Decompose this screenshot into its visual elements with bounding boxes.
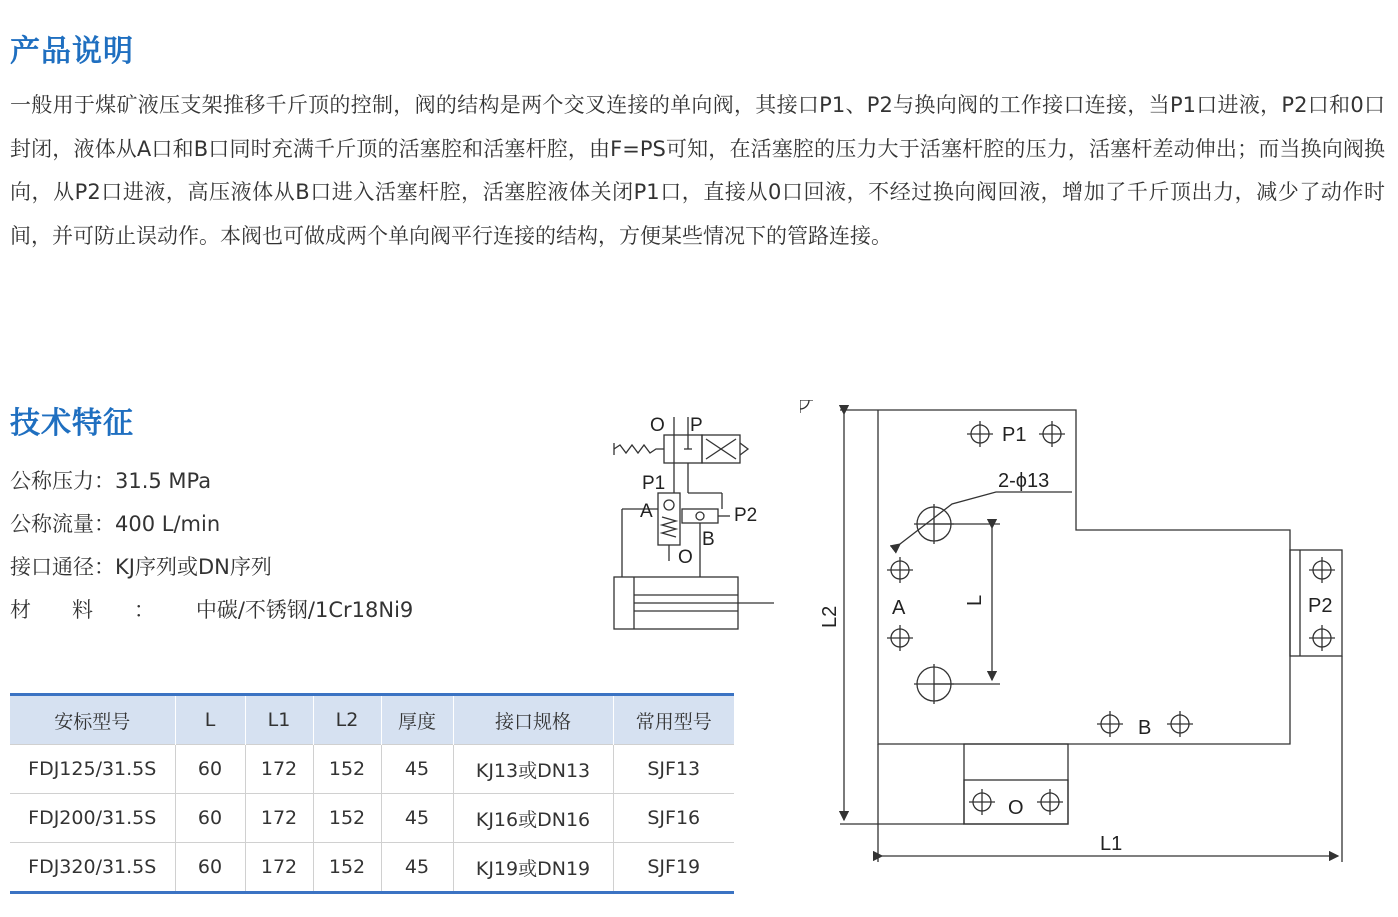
feature-label: 公称压力： [10,469,115,493]
drawing-label-l1: L1 [1100,833,1123,855]
schematic-label-o2: O [678,547,693,568]
drawing-label-b: B [1138,717,1152,739]
header-l2: L2 [313,695,381,745]
tech-features-heading: 技术特征 [10,406,134,441]
table-cell: 60 [175,745,245,794]
header-l: L [175,695,245,745]
drawing-label-o: O [1008,797,1024,819]
table-cell: 60 [175,794,245,843]
drawing-label-holes: 2-ϕ13 [998,470,1050,492]
drawing-label-l2: L2 [819,605,841,628]
feature-value: KJ序列或DN序列 [115,555,272,579]
schematic-label-p1: P1 [642,473,666,494]
table-cell: SJF13 [613,745,734,794]
drawing-label-p2: P2 [1308,595,1333,617]
feature-pressure [10,465,211,495]
table-header-row [10,695,734,745]
valve-dimension-drawing [800,400,1360,870]
table-cell: 45 [381,843,453,893]
feature-value: 中碳/不锈钢/1Cr18Ni9 [195,598,414,622]
schematic-label-b: B [702,529,715,550]
table-row [10,843,734,893]
table-cell: FDJ200/31.5S [10,794,175,843]
table-cell: KJ13或DN13 [453,745,613,794]
feature-port-size [10,551,272,581]
table-cell: 60 [175,843,245,893]
table-row [10,745,734,794]
table-cell: 172 [245,794,313,843]
table-cell: 172 [245,745,313,794]
drawing-label-a: A [892,597,906,619]
table-cell: KJ19或DN19 [453,843,613,893]
drawing-label-p1: P1 [1002,424,1027,446]
table-cell: SJF16 [613,794,734,843]
feature-value: 400 L/min [115,512,221,536]
feature-label: 公称流量： [10,512,115,536]
feature-material [10,594,413,624]
table-row [10,794,734,843]
table-cell: FDJ320/31.5S [10,843,175,893]
table-cell: 45 [381,745,453,794]
table-cell: 45 [381,794,453,843]
spec-table [10,693,734,894]
product-description-text: 一般用于煤矿液压支架推移千斤顶的控制，阀的结构是两个交叉连接的单向阀，其接口P1、P2与换向阀的工作接口连接，当P1口进液，P2口和0口封闭，液体从A口和B口同时充满千斤顶的活塞腔和活塞杆腔，由F=PS可知，在活塞腔的压力大于活塞杆腔的压力，活塞杆差动伸出；而当换向阀换向，从P2口进液，高压液体从B口进入活塞杆腔，活塞腔液体关闭P1口，直接从0口回液，不经过换向阀回液，增加了千斤顶出力，减少了动作时间，并可防止误动作。本阀也可做成两个单向阀平行连接的结构，方便某些情况下的管路连接。 [10,93,1385,248]
header-port-spec: 接口规格 [453,695,613,745]
schematic-label-a: A [640,501,653,522]
table-cell: KJ16或DN16 [453,794,613,843]
table-cell: 152 [313,843,381,893]
feature-label: 接口通径： [10,555,115,579]
hydraulic-schematic [600,405,785,640]
header-thickness: 厚度 [381,695,453,745]
product-description-heading: 产品说明 [10,34,134,69]
header-common-model: 常用型号 [613,695,734,745]
table-cell: 152 [313,794,381,843]
header-model: 安标型号 [10,695,175,745]
feature-value: 31.5 MPa [115,469,212,493]
header-l1: L1 [245,695,313,745]
schematic-label-p2: P2 [734,505,758,526]
schematic-label-p: P [690,415,703,436]
feature-label: 材料： [10,598,196,622]
table-cell: 152 [313,745,381,794]
table-cell: 172 [245,843,313,893]
table-cell: FDJ125/31.5S [10,745,175,794]
schematic-label-o: O [650,415,665,436]
feature-flow [10,508,220,538]
drawing-label-l: L [964,594,986,606]
table-cell: SJF19 [613,843,734,893]
